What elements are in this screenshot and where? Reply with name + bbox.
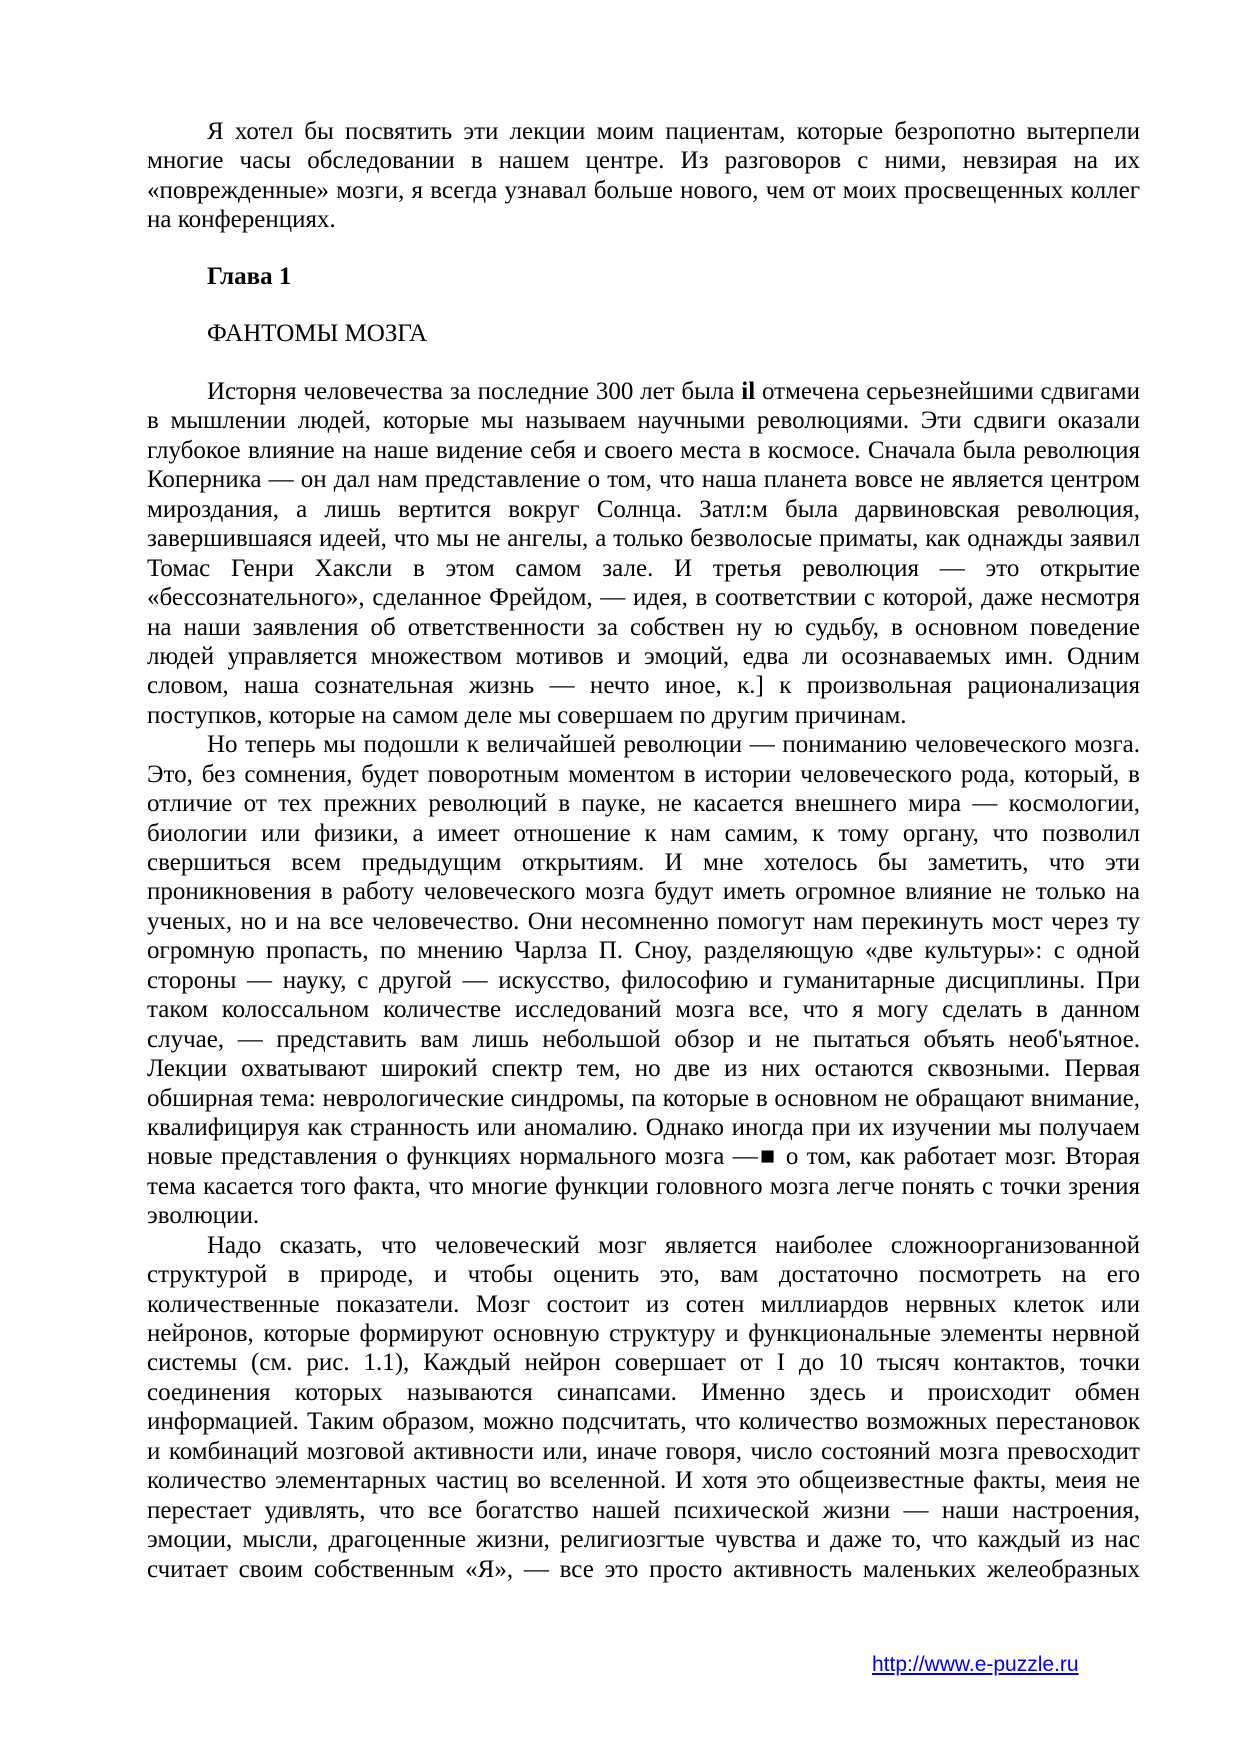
text-line: обширная тема: неврологические синдромы, па которые в основном не обращают внимание,	[147, 1084, 1140, 1112]
text-line: на наши заявления об ответственности за собствен ну ю судьбу, в основном поведение	[147, 613, 1140, 641]
text-line: Лекции охватывают широкий спектр тем, но две из них остаются сквозными. Первая	[147, 1055, 1140, 1083]
text-line: свершиться всем предыдущим открытиям. И мне хотелось бы заметить, что эти	[147, 849, 1140, 876]
text-line: стороны — науку, с другой — искусство, философию и гуманитарные дисциплины. При	[147, 966, 1140, 994]
text-line: «бессознательного», сделанное Фрейдом, — идея, в соответствии с которой, даже несмотря	[147, 584, 1140, 612]
text-line: завершившаяся идеей, что мы не ангелы, а только безволосые приматы, как однажды заявил	[147, 525, 1140, 553]
dedication-paragraph	[147, 117, 1140, 235]
text-line: количество элементарных частиц во вселенной. И хотя это общеизвестные факты, меия не	[147, 1467, 1140, 1495]
text-line: количественные показатели. Мозг состоит из сотен миллиардов нервных клеток или	[147, 1290, 1140, 1318]
text-line: биологии или физики, а имеет отношение к нам самим, к тому органу, что позволил	[147, 819, 1140, 847]
text-line: Это, без сомнения, будет поворотным моментом в истории человеческого рода, который, в	[147, 760, 1140, 788]
paragraph	[147, 1231, 1140, 1584]
text-line: структурой в природе, и чтобы оценить это, вам достаточно посмотреть на его	[147, 1261, 1140, 1289]
text-line: информацией. Таким образом, можно подсчитать, что количество возможных перестановок	[147, 1408, 1140, 1436]
text-line: Коперника — он дал нам представление о том, что наша планета вовсе не является центром	[147, 466, 1140, 494]
text-line: «поврежденные» мозги, я всегда узнавал больше нового, чем от моих просвещенных коллег	[147, 176, 1140, 204]
text-line: поступков, которые на самом деле мы совершаем по другим причинам.	[147, 701, 907, 729]
text-line: в мышлении людей, которые мы называем научными революциями. Эти сдвиги оказали	[147, 407, 1140, 435]
text-line: нейронов, которые формируют основную структуру и функциональные элементы нервной	[147, 1320, 1140, 1347]
text-line: перестает удивлять, что все богатство нашей психической жизни — наши настроения,	[147, 1496, 1140, 1524]
footer-website-link[interactable]: http://www.e-puzzle.ru	[872, 1653, 1079, 1676]
chapter-number: Глава 1	[207, 263, 292, 290]
text-line: людей управляется множеством мотивов и эмоций, едва ли осознаваемых имн. Одним	[147, 642, 1140, 670]
text-line: новые представления о функциях нормального мозга —■ о том, как работает мозг. Вторая	[147, 1143, 1140, 1171]
text-fragment: Исторня человечества за последние 300 лет была	[207, 378, 742, 405]
paragraph	[147, 730, 1140, 1230]
text-line: таком колоссальном количестве исследований мозга все, что я могу сделать в данном	[147, 996, 1140, 1024]
text-line: тема касается того факта, что многие функции головного мозга легче понять с точки зрения	[147, 1172, 1140, 1200]
text-line: эмоции, мысли, драгоценные жизни, религиозгтые чувства и даже то, что каждый из нас	[147, 1526, 1140, 1554]
text-line: эволюции.	[147, 1202, 260, 1230]
text-line: Но теперь мы подошли к величайшей революции — пониманию человеческого мозга.	[207, 731, 1140, 759]
text-line: Я хотел бы посвятить эти лекции моим пациентам, которые безропотно вытерпели	[207, 118, 1140, 145]
text-line: считает своим собственным «Я», — все это просто активность маленьких желеобразных	[147, 1555, 1140, 1583]
body-text	[147, 377, 1140, 1584]
text-line: случае, — представить вам лишь небольшой обзор и не пытаться объять необ'ьятное.	[147, 1025, 1140, 1053]
paragraph	[147, 377, 1140, 730]
text-line: Надо сказать, что человеческий мозг является наиболее сложноорганизованной	[207, 1231, 1140, 1259]
text-line	[147, 377, 1140, 406]
text-line: Томас Генри Хаксли в этом самом зале. И третья революция — это открытие	[147, 554, 1140, 582]
bold-fragment: il	[741, 378, 756, 405]
text-line: отличие от тех прежних революций в пауке, не касается внешнего мира — космологии,	[147, 790, 1140, 818]
text-line: огромную пропасть, по мнению Чарлза П. Сноу, разделяющую «две культуры»: с одной	[147, 937, 1140, 965]
text-line: многие часы обследовании в нашем центре. Из разговоров с ними, невзирая на их	[147, 147, 1140, 175]
text-line: мироздания, а лишь вертится вокруг Солнца. Затл:м была дарвиновская революция,	[147, 495, 1140, 523]
text-line: и комбинаций мозговой активности или, иначе говоря, число состояний мозга превосходит	[147, 1437, 1140, 1465]
text-line: системы (см. рис. 1.1), Каждый нейрон совершает от I до 10 тысяч контактов, точки	[147, 1349, 1140, 1377]
chapter-title: ФАНТОМЫ МОЗГА	[207, 320, 428, 347]
text-line: соединения которых называются синапсами. Именно здесь и происходит обмен	[147, 1378, 1140, 1406]
text-line: квалифицируя как странность или аномалию. Однако иногда при их изучении мы получаем	[147, 1113, 1140, 1141]
text-line: словом, наша сознательная жизнь — нечто иное, к.] к произвольная рационализация	[147, 672, 1140, 700]
text-line: проникновения в работу человеческого мозга будут иметь огромное влияние не только на	[147, 878, 1140, 906]
text-line: на конференциях.	[147, 206, 336, 234]
text-line: глубокое влияние на наше видение себя и своего места в космосе. Сначала была революция	[147, 436, 1140, 464]
text-fragment: отмечена серьезнейшими сдвигами	[755, 378, 1140, 405]
text-line: ученых, но и на все человечество. Они несомненно помогут нам перекинуть мост через ту	[147, 907, 1140, 935]
